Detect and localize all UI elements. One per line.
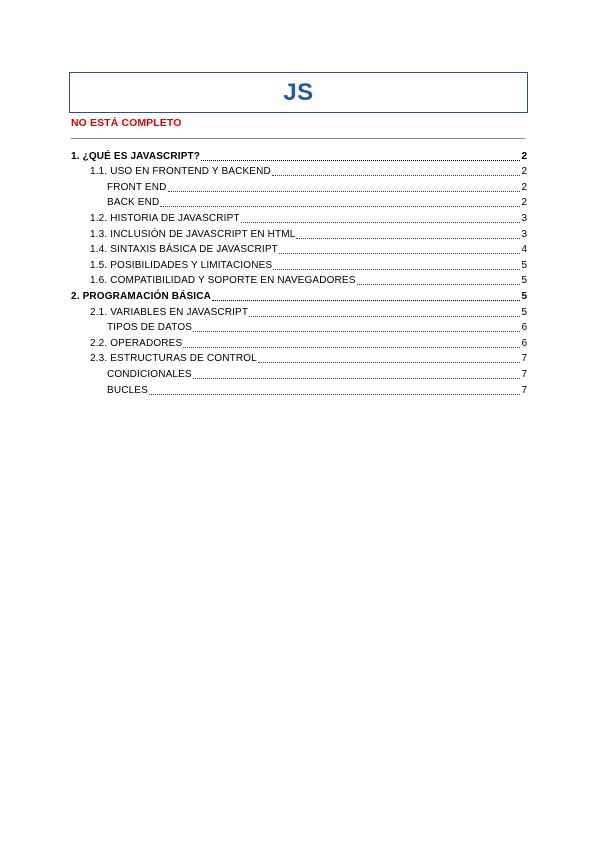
toc-entry-label: 2. PROGRAMACIÓN BÁSICA — [71, 290, 211, 302]
toc-entry-page-number: 5 — [521, 306, 527, 318]
toc-dot-leader — [212, 299, 520, 301]
document-title: JS — [283, 78, 314, 106]
toc-dot-leader — [241, 221, 520, 223]
toc-entry-page-number: 2 — [521, 197, 527, 209]
toc-entry-label: TIPOS DE DATOS — [107, 322, 193, 334]
toc-entry-page-number: 7 — [521, 353, 527, 365]
toc-entry-label: 1.1. USO EN FRONTEND Y BACKEND — [90, 166, 271, 178]
toc-dot-leader — [149, 393, 520, 395]
toc-dot-leader — [258, 361, 520, 363]
toc-entry-label: 1.4. SINTAXIS BÁSICA DE JAVASCRIPT — [90, 244, 278, 256]
toc-entry-page-number: 7 — [521, 368, 527, 380]
toc-entry-label: BUCLES — [107, 384, 148, 396]
toc-dot-leader — [249, 315, 520, 317]
incomplete-warning: NO ESTÁ COMPLETO — [71, 117, 182, 129]
toc-entry[interactable] — [71, 163, 527, 179]
toc-entry[interactable] — [71, 303, 527, 319]
toc-dot-leader — [272, 174, 520, 176]
toc-dot-leader — [279, 252, 520, 254]
toc-dot-leader — [160, 205, 520, 207]
divider — [71, 138, 525, 139]
toc-entry-page-number: 6 — [521, 322, 527, 334]
document-title-box — [69, 72, 528, 113]
table-of-contents — [71, 147, 527, 397]
toc-entry-page-number: 5 — [521, 275, 527, 287]
toc-entry-page-number: 3 — [521, 228, 527, 240]
toc-entry-page-number: 3 — [521, 212, 527, 224]
toc-dot-leader — [357, 283, 520, 285]
toc-entry-page-number: 2 — [521, 150, 527, 162]
toc-entry[interactable] — [71, 209, 527, 225]
toc-dot-leader — [296, 237, 520, 239]
toc-entry[interactable] — [71, 194, 527, 210]
toc-entry-label: BACK END — [107, 197, 160, 209]
toc-dot-leader — [201, 159, 520, 161]
toc-entry[interactable] — [71, 334, 527, 350]
toc-entry-label: 1.5. POSIBILIDADES Y LIMITACIONES — [90, 259, 273, 271]
toc-entry[interactable] — [71, 350, 527, 366]
toc-entry-label: 1.2. HISTORIA DE JAVASCRIPT — [90, 212, 240, 224]
toc-entry[interactable] — [71, 225, 527, 241]
toc-dot-leader — [273, 268, 520, 270]
toc-entry-label: 1. ¿QUÉ ES JAVASCRIPT? — [71, 150, 201, 162]
toc-entry-label: FRONT END — [107, 181, 167, 193]
toc-entry-page-number: 2 — [521, 166, 527, 178]
toc-entry-page-number: 4 — [521, 244, 527, 256]
toc-entry-label: CONDICIONALES — [107, 368, 192, 380]
toc-entry-page-number: 6 — [521, 337, 527, 349]
toc-entry-page-number: 7 — [521, 384, 527, 396]
toc-dot-leader — [168, 190, 521, 192]
toc-entry[interactable] — [71, 256, 527, 272]
toc-entry-label: 1.6. COMPATIBILIDAD Y SOPORTE EN NAVEGADORES — [90, 275, 356, 287]
toc-entry-page-number: 5 — [521, 259, 527, 271]
toc-entry[interactable] — [71, 319, 527, 335]
toc-entry-label: 2.2. OPERADORES — [90, 337, 183, 349]
toc-entry-label: 2.3. ESTRUCTURAS DE CONTROL — [90, 353, 257, 365]
toc-entry[interactable] — [71, 365, 527, 381]
toc-entry-label: 2.1. VARIABLES EN JAVASCRIPT — [90, 306, 249, 318]
toc-entry[interactable] — [71, 287, 527, 303]
toc-entry-page-number: 2 — [521, 181, 527, 193]
toc-entry[interactable] — [71, 381, 527, 397]
toc-entry[interactable] — [71, 178, 527, 194]
toc-dot-leader — [183, 346, 520, 348]
toc-dot-leader — [193, 330, 520, 332]
toc-entry[interactable] — [71, 241, 527, 257]
toc-entry-label: 1.3. INCLUSIÓN DE JAVASCRIPT EN HTML — [90, 228, 296, 240]
toc-dot-leader — [193, 377, 520, 379]
toc-entry[interactable] — [71, 147, 527, 163]
toc-entry[interactable] — [71, 272, 527, 288]
toc-entry-page-number: 5 — [521, 290, 527, 302]
